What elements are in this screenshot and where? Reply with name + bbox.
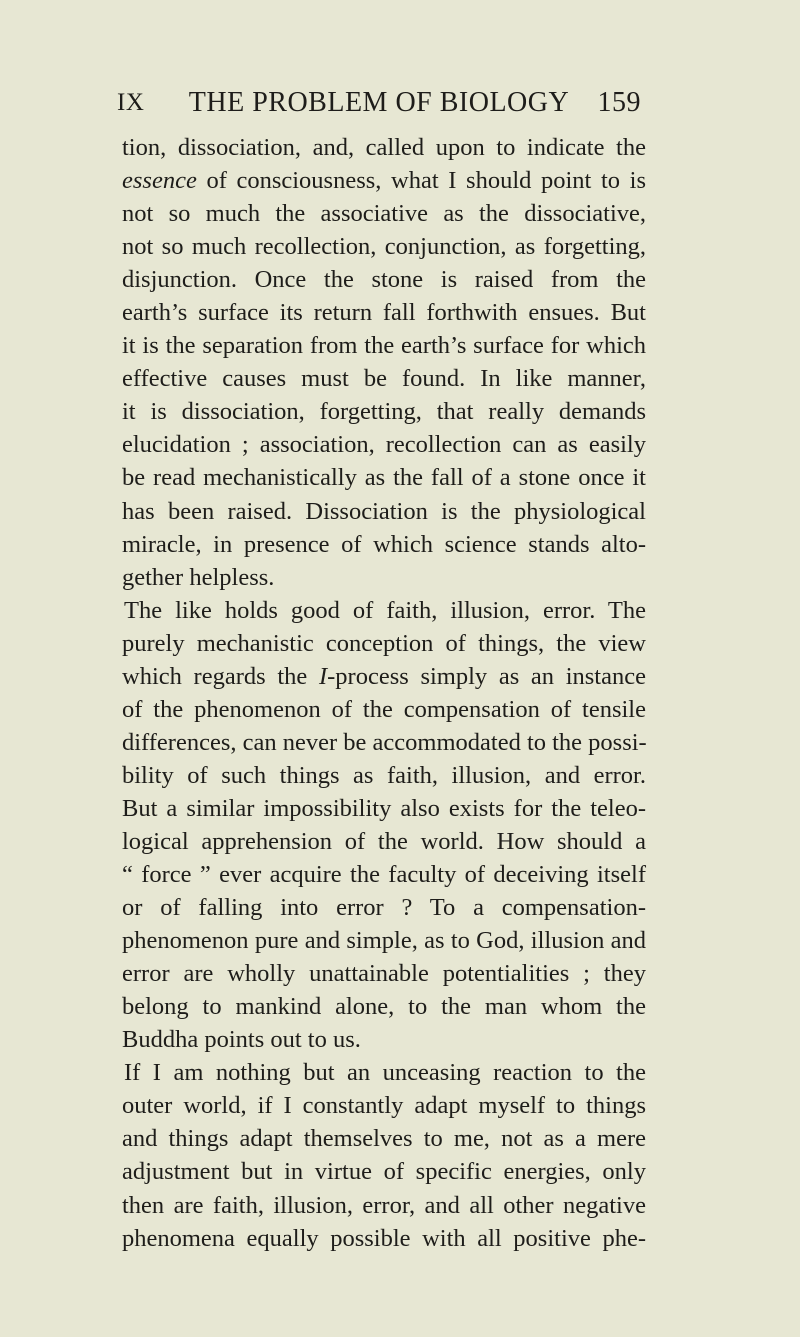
running-header (117, 82, 641, 124)
text-line: gether helpless. (122, 563, 275, 591)
text-line: Buddha points out to us. (122, 1026, 361, 1054)
text-line: miracle, in presence of which science stands alto- (122, 530, 646, 558)
text-line: belong to mankind alone, to the man whom the (122, 993, 646, 1021)
text-line: “ force ” ever acquire the faculty of deceiving itself (122, 861, 646, 889)
page-number: 159 (597, 87, 641, 118)
text-line: effective causes must be found. In like manner, (122, 365, 646, 393)
chapter-number: IX (117, 89, 145, 116)
text-line: phenomena equally possible with all positive phe- (122, 1224, 646, 1252)
text-line: adjustment but in virtue of specific energies, only (122, 1158, 646, 1186)
text-line: and things adapt themselves to me, not as a mere (122, 1125, 646, 1153)
text-line: error are wholly unattainable potentialities ; they (122, 960, 646, 988)
text-line: outer world, if I constantly adapt myself to things (122, 1092, 646, 1120)
text-line: has been raised. Dissociation is the physiological (122, 497, 646, 525)
text-line: But a similar impossibility also exists for the teleo- (122, 794, 646, 822)
text-line: then are faith, illusion, error, and all other negative (122, 1191, 646, 1219)
italic-letter: I (318, 662, 328, 690)
text-line: tion, dissociation, and, called upon to indicate the (122, 134, 646, 161)
text-line: essence of consciousness, what I should point to is (122, 167, 646, 195)
body-text (122, 131, 646, 1255)
text-line: which regards the I-process simply as an instance (122, 662, 646, 690)
text-line: logical apprehension of the world. How should a (122, 827, 646, 855)
text-line: it is dissociation, forgetting, that really demands (122, 398, 646, 426)
text-line: phenomenon pure and simple, as to God, illusion and (122, 927, 646, 955)
running-title: THE PROBLEM OF BIOLOGY (188, 87, 570, 118)
text-line: disjunction. Once the stone is raised from the (122, 266, 646, 294)
text-line: If I am nothing but an unceasing reaction to the (124, 1059, 646, 1087)
text-line: elucidation ; association, recollection can as easily (122, 431, 646, 459)
text-line: differences, can never be accommodated to the possi- (122, 728, 647, 756)
text-line: or of falling into error ? To a compensation- (122, 894, 646, 922)
text-line: not so much the associative as the dissociative, (122, 200, 646, 228)
text-line: bility of such things as faith, illusion, and error. (122, 761, 646, 789)
text-line: of the phenomenon of the compensation of tensile (122, 695, 646, 723)
text-line: The like holds good of faith, illusion, error. The (124, 596, 646, 624)
text-line: earth’s surface its return fall forthwith ensues. But (122, 299, 646, 327)
text-line: not so much recollection, conjunction, as forgetting, (122, 233, 646, 261)
text-line: be read mechanistically as the fall of a stone once it (122, 464, 646, 492)
text-line: purely mechanistic conception of things, the view (122, 629, 646, 657)
text-line: it is the separation from the earth’s surface for which (122, 332, 646, 360)
italic-word: essence (122, 167, 197, 195)
